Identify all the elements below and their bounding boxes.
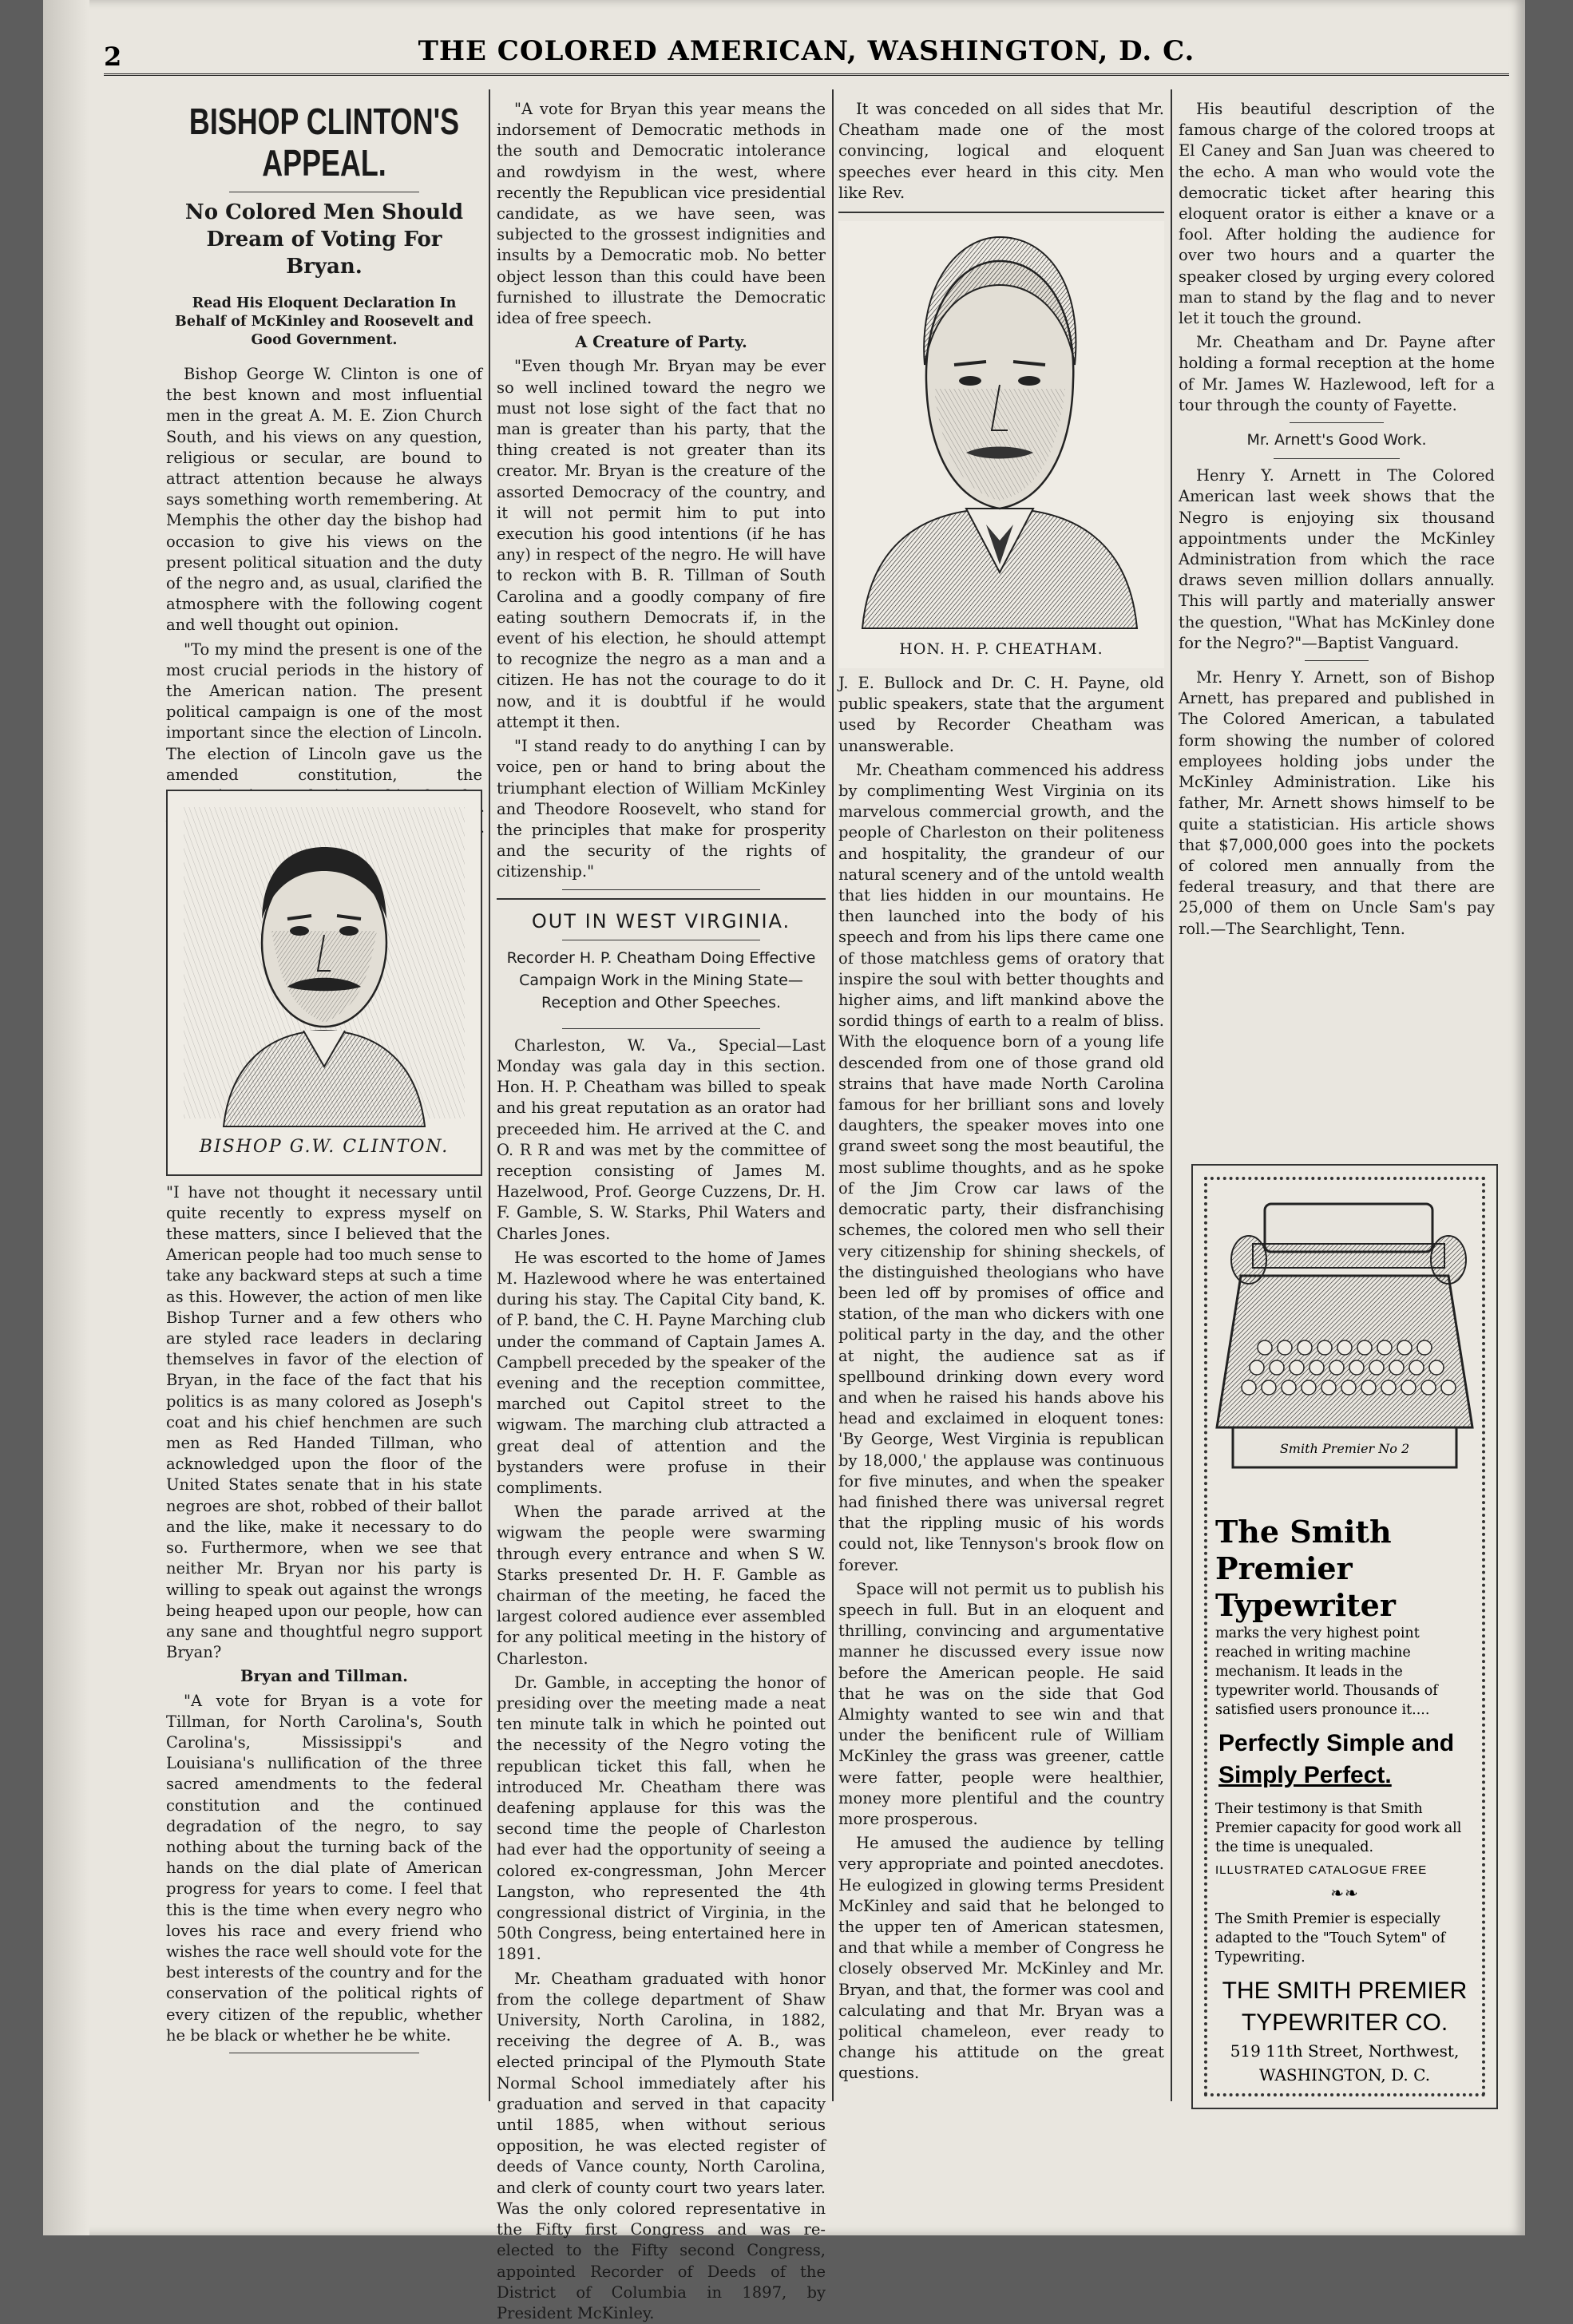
westvirginia-paragraph: Dr. Gamble, in accepting the honor of presiding over the meeting made a neat ten minute talk in which he pointed out the necessity of the Negro voting the republican ticket this fall, when he introduced Mr. Cheatham there was deafening applause for this was the second time the people of Charleston had ever had the opportunity of seeing a colored ex-congressman, John Mercer Langston, who represented the 4th congressional district of Virginia, in the 50th Congress, being entertained here in 1891.: [497, 1673, 826, 1964]
westvirginia-paragraph: Mr. Cheatham and Dr. Payne after holding a formal reception at the home of Mr. James W. Hazlewood, left for a tour through the county of Fayette.: [1179, 333, 1495, 414]
ad-brand-line1: The Smith Premier: [1215, 1514, 1392, 1586]
clinton-portrait: [166, 790, 482, 1176]
ad-tagline: marks the very highest point reached in writing machine mechanism. It leads in the typewriter world. Thousands of satisfied users pronounce it....: [1215, 1625, 1438, 1718]
divider: [562, 1028, 759, 1029]
divider: [497, 898, 826, 900]
ad-address-line1: 519 11th Street, Northwest,: [1230, 2041, 1460, 2061]
page-number: 2: [104, 42, 122, 72]
clinton-headline: BISHOP CLINTON'S APPEAL.: [188, 101, 460, 184]
westvirginia-paragraph: He amused the audience by telling very appropriate and pointed anecdotes. He eulogized in glowing terms President McKinley and said that he belonged to the upper ten of American statesmen, and that while a member of Congress he closely observed Mr. McKinley and Mr. Bryan, and that, the former was cool and calculating and that Mr. Bryan was a political chameleon, ever ready to change his attitude on the great questions.: [838, 1834, 1164, 2083]
clinton-portrait-engraving: [168, 791, 481, 1126]
newspaper-title: THE COLORED AMERICAN, WASHINGTON, D. C.: [418, 35, 1195, 67]
clinton-portrait-caption: BISHOP G.W. CLINTON.: [199, 1136, 450, 1157]
masthead: [104, 24, 1509, 76]
ad-company-line2: TYPEWRITER CO.: [1241, 2009, 1448, 2036]
ad-ornament: ❧❧: [1330, 1885, 1359, 1902]
westvirginia-deck: Recorder H. P. Cheatham Doing Effective Campaign Work in the Mining State—Reception and Other Speeches.: [506, 948, 816, 1012]
divider: [838, 212, 1164, 213]
westvirginia-paragraph: Mr. Cheatham graduated with honor from the college department of Shaw University, North Carolina, in 1882, receiving the degree of A. B., was elected principal of the Plymouth State Normal School immediately after his graduation and served in that capacity until 1885, when without serious opposition, he was elected register of deeds of Vance county, North Carolina, and clerk of county court two years later. Was the only colored representative in the Fifty first Congress and was re-elected to the Fifty second Congress, appointed Recorder of Deeds of the District of Columbia in 1897, by President McKinley.: [497, 1969, 826, 2322]
column-rule: [1171, 89, 1172, 2101]
westvirginia-paragraph: Charleston, W. Va., Special—Last Monday was gala day in this section. Hon. H. P. Cheatham was billed to speak and his great reputation as an orator had preceeded him. He arrived at the C. and O. R R and was met by the committee of reception consisting of James M. Hazelwood, Prof. George Cuzzens, Dr. H. F. Gamble, S. W. Starks, Phil Waters and Charles Jones.: [497, 1035, 826, 1243]
arnett-paragraph: Mr. Henry Y. Arnett, son of Bishop Arnett, has prepared and published in The Colored American, a tabulated form showing the number of colored employees holding jobs under the McKinley Administration. Like his father, Mr. Arnett shows himself to be quite a statistician. His article shows that $7,000,000 goes into the pockets of colored men annually from the federal treasury, and that there are 25,000 of them on Uncle Sam's pay roll.—The Searchlight, Tenn.: [1179, 668, 1495, 938]
westvirginia-paragraph: His beautiful description of the famous charge of the colored troops at El Caney and San Juan was cheered to the echo. A man who would vote the democratic ticket after hearing this eloquent orator is either a knave or a fool. After holding the audience for over two hours and a quarter the speaker closed by urging every colored man to stand by the flag and to never let it touch the ground.: [1179, 100, 1495, 328]
westvirginia-paragraph: He was escorted to the home of James M. Hazlewood where he was entertained during his stay. The Capital City band, K. of P. band, the C. H. Payne Marching club under the command of Captain James A. Campbell preceded by the speaker of the evening and the reception committee, marched out Capitol street to the wigwam. The marching club attracted a great deal of attention and the bystanders were profuse in their compliments.: [497, 1248, 826, 1497]
ad-border: [1204, 1177, 1485, 2096]
westvirginia-paragraph: J. E. Bullock and Dr. C. H. Payne, old public speakers, state that the argument used by Recorder Cheatham was unanswerable.: [838, 674, 1164, 755]
clinton-paragraph: "A vote for Bryan this year means the indorsement of Democratic methods in the south and Democratic intolerance and rowdyism in the west, where recently the Republican vice presidential candidate, as we have seen, was subjected to the grossest indignities and insults by a Democratic mob. No better object lesson than this could have been furnished to illustrate the Democratic idea of free speech.: [497, 100, 826, 328]
westvirginia-paragraph: When the parade arrived at the wigwam the people were swarming through every entrance and when S W. Starks presented Dr. H. F. Gamble as chairman of the meeting, he faced the largest colored audience ever assembled for any political meeting in the history of Charleston.: [497, 1502, 826, 1668]
divider: [562, 889, 759, 890]
page-binding: [43, 0, 89, 2235]
ad-testimony: Their testimony is that Smith Premier capacity for good work all the time is unequaled.: [1215, 1801, 1462, 1855]
column-rule: [489, 89, 490, 2101]
typewriter-illustration: [1209, 1188, 1480, 1507]
divider: [1305, 660, 1368, 661]
clinton-paragraph: "I have not thought it necessary until quite recently to express myself on these matters, since I believed that the American people had too much sense to take any backward steps at such a time as this. However, the action of men like Bishop Turner and a few others who are styled race leaders in declaring themselves in favor of the election of Bryan, in the face of the fact that his politics is as many colored as Joseph's coat and his chief henchmen are such men as Red Handed Tillman, who acknowledged upon the floor of the United States senate that in his state negroes are shot, robbed of their ballot and the like, make it necessary to do so. Furthermore, when we see that neither Mr. Bryan nor his party is willing to speak out against the wrongs being heaped upon our people, how can any sane and thoughtful negro support Bryan?: [166, 1182, 482, 1662]
typewriter-plate: Smith Premier No 2: [1279, 1441, 1410, 1456]
westvirginia-headline: OUT IN WEST VIRGINIA.: [531, 909, 791, 932]
arnett-headline: Mr. Arnett's Good Work.: [1246, 431, 1427, 449]
column-1: [166, 89, 482, 2101]
cheatham-portrait-engraving: [838, 221, 1161, 628]
ad-brand-line2: Typewriter: [1215, 1587, 1396, 1623]
cheatham-portrait: [838, 221, 1164, 668]
clinton-paragraph: "Even though Mr. Bryan may be ever so well inclined toward the negro we must not lose sight of the fact that no man is greater than his party, that the thing created is not greater than its creator. Mr. Bryan is the creature of the assorted Democracy of the country, and it will not permit him to put into execution his good intentions (if he has any) in respect of the negro. He will have to reckon with B. R. Tillman of South Carolina and a goodly company of fire eating southern Democrats if, in the event of his election, he should attempt to recognize the negro as a man and a citizen. He has not the courage to do it now, and it is doubtful if he would attempt it then.: [497, 357, 826, 731]
westvirginia-paragraph: Space will not permit us to publish his speech in full. But in an eloquent and thrilling, convincing and argumentative manner he discussed every issue now before the American people. He said that he was on the side that God Almighty wanted to see win and that under the benificent rule of William McKinley the grass was greener, cattle were fatter, people were healthier, money more plentiful and the country more prosperous.: [838, 1579, 1164, 1828]
typewriter-advertisement: [1191, 1164, 1498, 2109]
westvirginia-paragraph: Mr. Cheatham commenced his address by complimenting West Virginia on its marvelous commercial growth, and the people of Charleston on their politeness and hospitality, the grandeur of our natural scenery and of the untold wealth that lies hidden in our mountains. He then launched into the body of his speech and from his lips there came one of those matchless gems of oratory that inspire the soul with better thoughts and higher aims, and lift mankind above the sordid things of earth to a realm of bliss. With the eloquence born of a young life descended from one of those grand old strains that have made North Carolina famous for her brilliant sons and lovely daughters, the speaker moves into one grand sweet song the most beautiful, the most sublime thoughts, and as he spoke of the Jim Crow car laws of the democratic party, their disfranchising schemes, the colored men who sell their very citizenship for shining sheckels, of the distinguished theologians who have been led off by promises of office and station, of the man who dickers with one political party in the day, and the other at night, the audience sat as if spellbound drinking down every word and when he raised his hands above his head and exclaimed in eloquent tones: 'By George, West Virginia is republican by 18,000,' the applause was continuous for five minutes, and when the speaker had finished there was universal regret that the rippling music of his words could not, like Tennyson's brook flow on forever.: [838, 760, 1164, 1574]
clinton-subhead: No Colored Men Should Dream of Voting For Bryan.: [184, 200, 464, 279]
divider: [1274, 458, 1400, 459]
clinton-subheading: A Creature of Party.: [575, 333, 747, 352]
cheatham-portrait-caption: HON. H. P. CHEATHAM.: [899, 640, 1103, 659]
column-4: [1179, 89, 1495, 1159]
column-rule: [832, 89, 834, 2101]
ad-slogan-line2: Simply Perfect.: [1218, 1762, 1392, 1788]
ad-address-line2: WASHINGTON, D. C.: [1258, 2065, 1431, 2084]
ad-company-line1: THE SMITH PREMIER: [1222, 1978, 1468, 2004]
divider: [1290, 422, 1385, 423]
column-2: [497, 89, 826, 2322]
ad-catalogue: ILLUSTRATED CATALOGUE FREE: [1215, 1863, 1428, 1877]
arnett-paragraph: Henry Y. Arnett in The Colored American last week shows that the Negro is enjoying six thousand appointments under the McKinley Administration from which the race draws seven million dollars annually. This will partly and materially answer the question, "What has McKinley done for the Negro?"—Baptist Vanguard.: [1179, 466, 1495, 652]
clinton-subheading: Bryan and Tillman.: [240, 1667, 408, 1686]
clinton-paragraph: "To my mind the present is one of the most crucial periods in the history of the American nation. The present political campaign is one of the most important since the election of Lincoln. The election of Lincoln gave us the amended constitution, the: [166, 639, 482, 784]
ad-touch-system: The Smith Premier is especially adapted to the "Touch Sytem" of Typewriting.: [1215, 1911, 1446, 1966]
ad-slogan-line1: Perfectly Simple and: [1218, 1730, 1455, 1756]
clinton-paragraph: "I stand ready to do anything I can by voice, pen or hand to bring about the triumphant election of William McKinley and Theodore Roosevelt, who stand for the principles that make for prosperity and the security of the rights of citizenship.": [497, 737, 826, 881]
westvirginia-paragraph: It was conceded on all sides that Mr. Cheatham made one of the most convincing, logical and eloquent speeches ever heard in this city. Men like Rev.: [838, 100, 1164, 202]
clinton-deck: Read His Eloquent Declaration In Behalf of McKinley and Roosevelt and Good Government.: [175, 295, 473, 348]
column-3: [838, 89, 1164, 2101]
clinton-paragraph: Bishop George W. Clinton is one of the best known and most influential men in the great A. M. E. Zion Church South, and his views on any question, religious or secular, are bound to attract attention because he always says something worth remembering. At Memphis the other day the bishop had occasion to give his views on the present political situation and the duty of the negro and, as usual, clarified the atmosphere with the following cogent and well thought out opinion.: [166, 365, 482, 635]
clinton-paragraph: "A vote for Bryan is a vote for Tillman, for North Carolina's, South Carolina's, Mississippi's and Louisiana's nullification of the three sacred amendments to the federal constitution and the continued degradation of the negro, to say nothing about the turning back of the hands on the dial plate of American progress for years to come. I feel that this is the time when every negro who loves his race and every friend who wishes the race well should vote for the best interests of the country and for the conservation of the political rights of every citizen of the republic, whether he be black or whether he be white.: [166, 1691, 482, 2045]
